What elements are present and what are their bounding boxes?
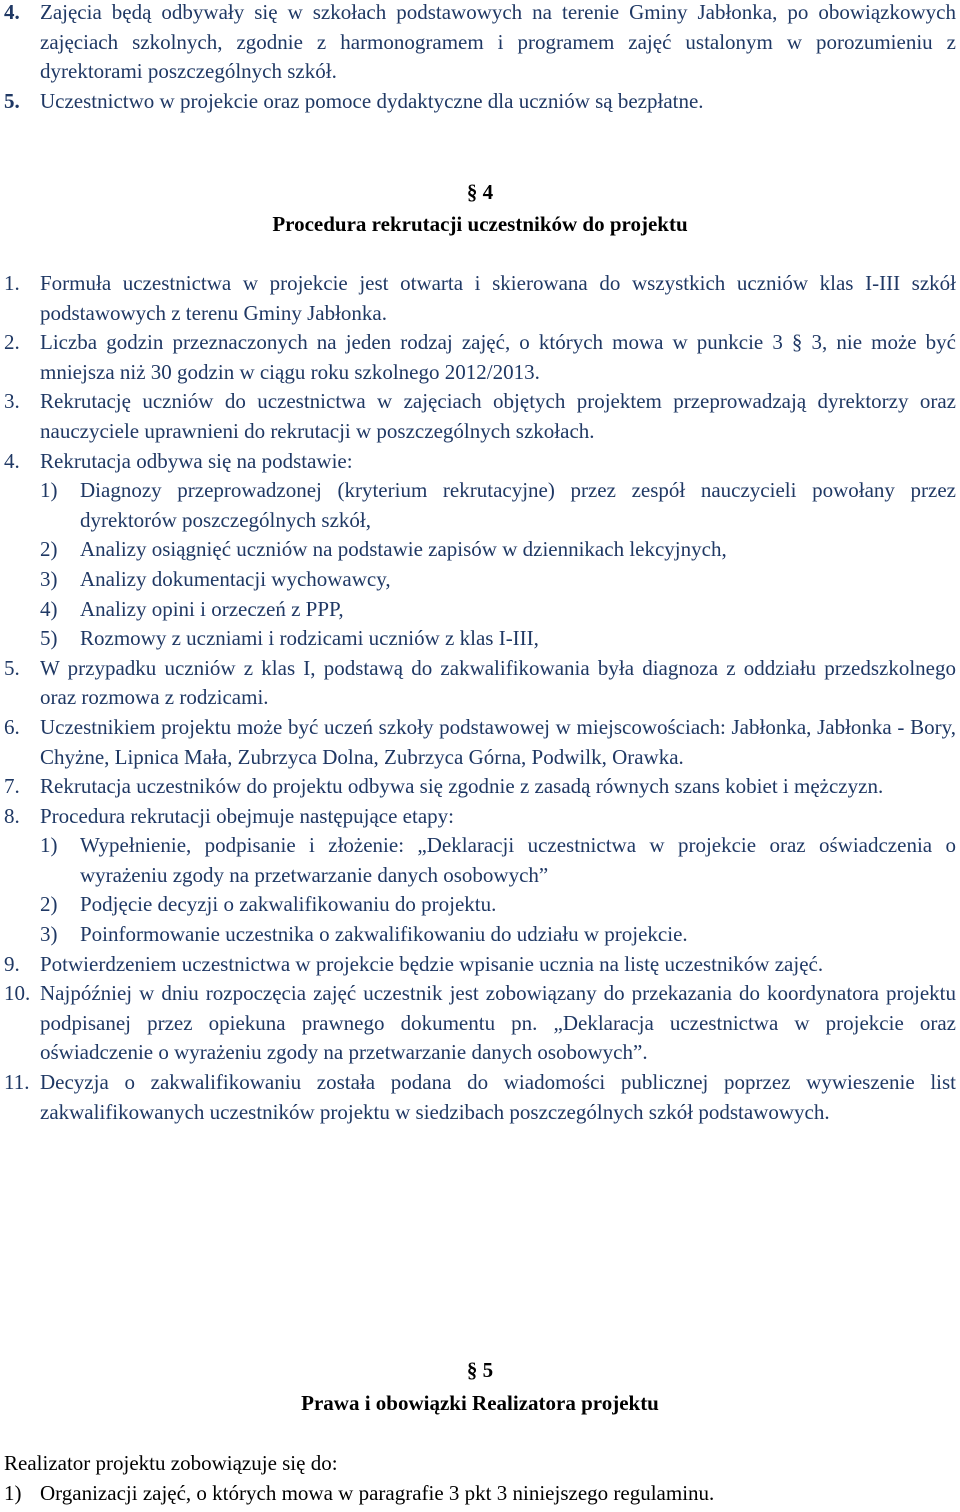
sub-item-number: 4) — [40, 596, 58, 621]
recruitment-list — [4, 269, 956, 1127]
item-text: Formuła uczestnictwa w projekcie jest otwarta i skierowana do wszystkich uczniów klas I-III szkół podstawowych z terenu Gminy Jabłonka. — [40, 271, 956, 325]
sub-item — [40, 535, 956, 565]
list-item — [4, 447, 956, 654]
sub-item — [40, 624, 956, 654]
item-text: Potwierdzeniem uczestnictwa w projekcie będzie wpisanie ucznia na listę uczestników zajęć. — [40, 951, 824, 976]
section-mark: § 5 — [466, 1358, 494, 1382]
sub-item-text: Diagnozy przeprowadzonej (kryterium rekrutacyjne) przez zespół nauczycieli powołany przez dyrektorów poszczególnych szkół, — [80, 478, 956, 532]
item-number: 6. — [4, 714, 20, 739]
item-text: Rekrutacja uczestników do projektu odbywa się zgodnie z zasadą równych szans kobiet i mężczyzn. — [40, 774, 884, 799]
section-title: Procedura rekrutacji uczestników do projektu — [272, 212, 688, 236]
item-text: Procedura rekrutacji obejmuje następujące etapy: — [40, 803, 454, 828]
sub-item-number: 1) — [40, 478, 58, 503]
list-item — [4, 328, 956, 387]
item-number: 3. — [4, 389, 20, 414]
item-number: 2. — [4, 330, 20, 355]
item-number: 4. — [4, 0, 20, 24]
list-item — [4, 387, 956, 446]
item-number: 5. — [4, 88, 20, 113]
top-list — [4, 0, 956, 116]
list-item — [4, 654, 956, 713]
sub-item-text: Analizy dokumentacji wychowawcy, — [80, 566, 391, 591]
item-text: Najpóźniej w dniu rozpoczęcia zajęć uczestnik jest zobowiązany do przekazania do koordynatora projektu podpisanej przez opiekuna prawnego dokumentu pn. „Deklaracja uczestnictwa w projekcie oraz oświadczenie o wyrażeniu zgody na przetwarzanie danych osobowych”. — [40, 981, 956, 1065]
sub-item-text: Poinformowanie uczestnika o zakwalifikowaniu do udziału w projekcie. — [80, 922, 688, 947]
sub-item — [40, 595, 956, 625]
sub-item-number: 2) — [40, 537, 58, 562]
item-text: Liczba godzin przeznaczonych na jeden rodzaj zajęć, o których mowa w punkcie 3 § 3, nie może być mniejsza niż 30 godzin w ciągu roku szkolnego 2012/2013. — [40, 330, 956, 384]
list-item — [4, 950, 956, 980]
list-item — [4, 713, 956, 772]
sub-item — [40, 565, 956, 595]
list-item — [4, 802, 956, 950]
item-number: 4. — [4, 448, 20, 473]
sub-item-number: 5) — [40, 626, 58, 651]
list-item — [4, 269, 956, 328]
item-number: 11. — [4, 1070, 30, 1095]
sub-item — [40, 890, 956, 920]
obligations-intro: Realizator projektu zobowiązuje się do: — [4, 1451, 338, 1475]
sub-item — [40, 831, 956, 890]
item-text: W przypadku uczniów z klas I, podstawą do zakwalifikowania była diagnoza z oddziału przedszkolnego oraz rozmowa z rodzicami. — [40, 655, 956, 710]
list-item — [4, 87, 956, 117]
item-number: 8. — [4, 803, 20, 828]
item-number: 5. — [4, 655, 20, 680]
sub-item-text: Podjęcie decyzji o zakwalifikowaniu do projektu. — [80, 892, 497, 917]
item-text: Decyzja o zakwalifikowaniu została podana do wiadomości publicznej poprzez wywieszenie list zakwalifikowanych uczestników projektu w siedzibach poszczególnych szkół podstawowych. — [40, 1070, 956, 1124]
list-item — [4, 0, 956, 87]
section-title: Prawa i obowiązki Realizatora projektu — [301, 1391, 659, 1415]
item-text: Rekrutacja odbywa się na podstawie: — [40, 448, 353, 473]
item-number: 10. — [4, 981, 31, 1006]
sub-item-text: Analizy osiągnięć uczniów na podstawie zapisów w dziennikach lekcyjnych, — [80, 537, 727, 562]
item-number: 9. — [4, 951, 20, 976]
item-text: Uczestnikiem projektu może być uczeń szkoły podstawowej w miejscowościach: Jabłonka, Jabłonka - Bory, Chyżne, Lipnica Mała, Zubrzyca Dolna, Zubrzyca Górna, Podwilk, Orawka. — [40, 714, 956, 769]
item-number: 1) — [4, 1480, 22, 1505]
sub-item-number: 3) — [40, 922, 58, 947]
item-number: 7. — [4, 774, 20, 799]
sub-item-text: Rozmowy z uczniami i rodzicami uczniów z klas I-III, — [80, 626, 539, 651]
item-text: Organizacji zajęć, o których mowa w paragrafie 3 pkt 3 niniejszego regulaminu. — [40, 1480, 715, 1505]
list-item — [4, 772, 956, 802]
item-number: 1. — [4, 271, 20, 295]
sub-item-text: Analizy opini i orzeczeń z PPP, — [80, 596, 344, 621]
item-text: Zajęcia będą odbywały się w szkołach podstawowych na terenie Gminy Jabłonka, po obowiązkowych zajęciach szkolnych, zgodnie z harmonogramem i programem zajęć ustalonym w porozumieniu z dyrektorami poszczególnych szkół. — [40, 0, 956, 84]
sub-item-number: 3) — [40, 566, 58, 591]
obligations-list — [4, 1449, 956, 1508]
section-mark: § 4 — [466, 180, 494, 204]
list-item — [4, 1479, 956, 1509]
item-text: Rekrutację uczniów do uczestnictwa w zajęciach objętych projektem przeprowadzają dyrektorzy oraz nauczyciele uprawnieni do rekrutacji w poszczególnych szkołach. — [40, 389, 956, 443]
item-text: Uczestnictwo w projekcie oraz pomoce dydaktyczne dla uczniów są bezpłatne. — [40, 88, 704, 113]
sub-item-number: 2) — [40, 892, 58, 917]
list-item — [4, 979, 956, 1068]
sub-item — [40, 920, 956, 950]
sub-item-text: Wypełnienie, podpisanie i złożenie: „Deklaracji uczestnictwa w projekcie oraz oświadczenia o wyrażeniu zgody na przetwarzanie danych osobowych” — [80, 833, 956, 887]
sub-item-number: 1) — [40, 833, 58, 858]
sub-item — [40, 476, 956, 535]
list-item — [4, 1068, 956, 1127]
